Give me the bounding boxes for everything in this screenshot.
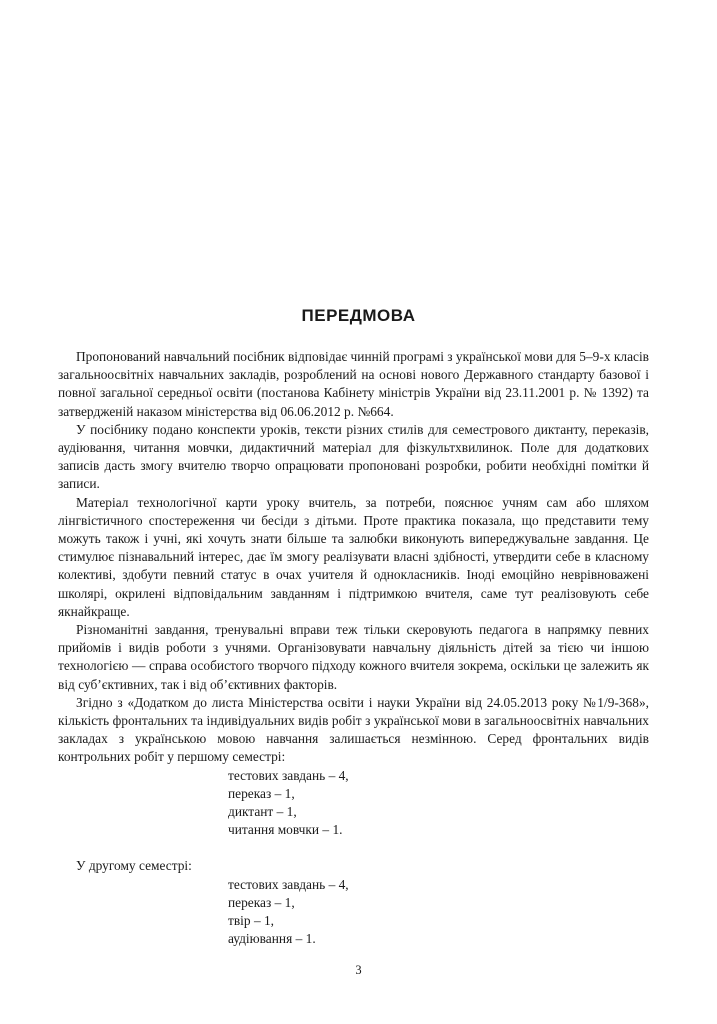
page-number: 3 (355, 963, 362, 977)
list-item: диктант – 1, (228, 804, 297, 820)
list-item: переказ – 1, (228, 785, 295, 801)
paragraph-regulation: Згідно з «Додатком до листа Міністерства освіти і науки України від 24.05.2013 року №1/9-368», кількість фронтальних та індивідуальних видів робіт з української мови в загальноосвітніх навчальних закладах з українською мовою навчання залишається незмінною. Серед фронтальних видів контрольних робіт у першому семестрі: (58, 694, 649, 765)
second-semester-list (58, 876, 649, 949)
list-item: тестових завдань – 4, (228, 876, 349, 892)
spacer (58, 839, 649, 857)
paragraph-contents: У посібнику подано конспекти уроків, тексти різних стилів для семестрового диктанту, переказів, аудіювання, читання мовчки, дидактичний матеріал для фізкультхвилинок. Поле для додаткових записів дасть змогу вчителю творчо опрацювати пропоновані розробки, робити необхідні помітки й записи. (58, 421, 649, 492)
paragraph-exercises: Різноманітні завдання, тренувальні вправи теж тільки скеровують педагога в напрямку певних прийомів і видів роботи з учнями. Організовувати навчальну діяльність дітей за тією чи іншою технологією — справа особистого творчого підходу кожного вчителя зокрема, оскільки це залежить як від суб’єктивних, так і від об’єктивних факторів. (58, 622, 649, 692)
second-semester-label: У другому семестрі: (76, 858, 192, 874)
paragraph-intro: Пропонований навчальний посібник відповідає чинній програмі з української мови для 5–9-х класів загальноосвітніх навчальних закладів, розроблений на основі нового Державного стандарту базової і повної загальної середньої освіти (постанова Кабінету міністрів України від 23.11.2001 р. № 1392) та затвердженій наказом міністерства від 06.06.2012 р. №664. (58, 349, 649, 419)
list-item: твір – 1, (228, 913, 275, 929)
list-item: аудіювання – 1. (228, 931, 316, 947)
list-item: тестових завдань – 4, (228, 767, 349, 783)
page-title: ПЕРЕДМОВА (301, 306, 416, 325)
paragraph-tech-map: Матеріал технологічної карти уроку вчитель, за потреби, пояснює учням сам або шляхом лінгвістичного спостереження чи бесіди з дітьми. Проте практика показала, що представити тему можуть також і учні, які хочуть знати більше та залюбки виконують випереджувальне завдання. Це стимулює пізнавальний інтерес, дає їм змогу реалізувати власні здібності, утвердити себе в класному колективі, здобути певний статус в очах учителя й однокласників. Іноді емоційно неврівноважені школярі, окрилені відповідальним завданням і підтримкою вчителя, саме тут реалізовують себе якнайкраще. (58, 494, 649, 619)
list-item: переказ – 1, (228, 894, 295, 910)
first-semester-list (58, 767, 649, 840)
list-item: читання мовчки – 1. (228, 822, 343, 838)
body-text (58, 348, 649, 949)
